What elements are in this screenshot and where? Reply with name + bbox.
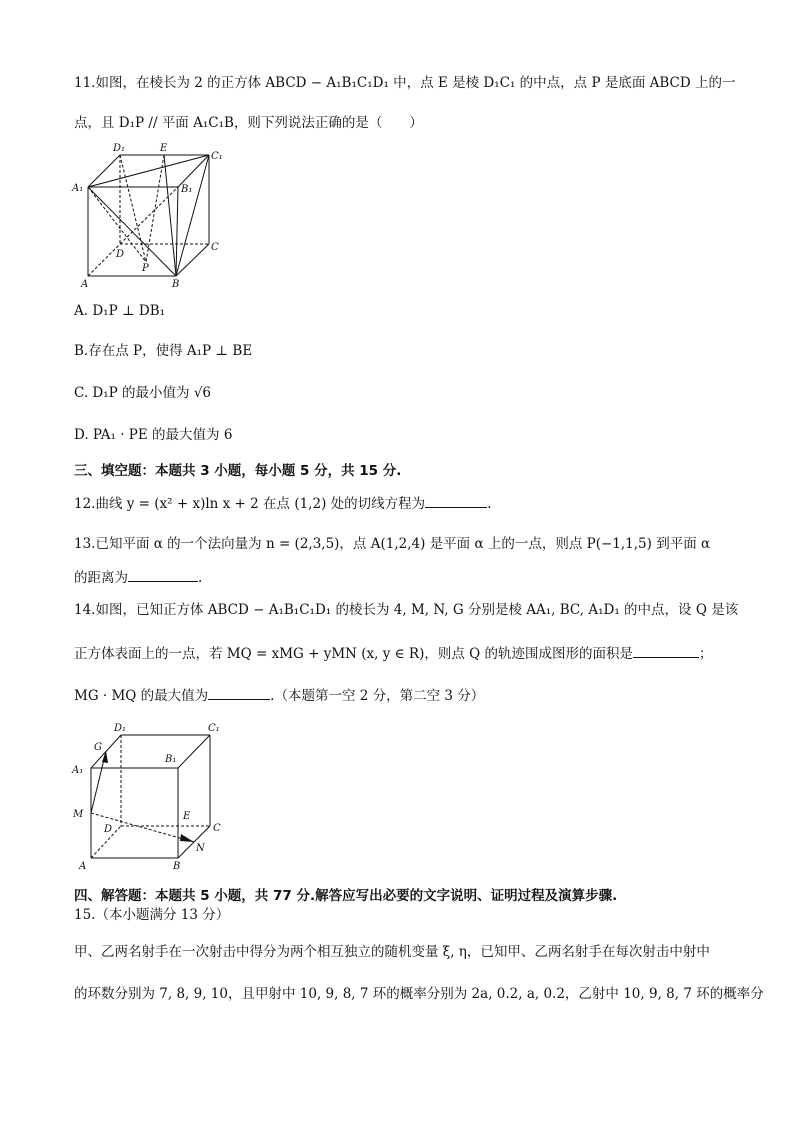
label-g: G (94, 742, 102, 753)
q12-answer-blank (425, 493, 487, 508)
label-d: D (104, 824, 113, 835)
q11-line2: 点，且 D₁P // 平面 A₁C₁B，则下列说法正确的是（ ） (74, 115, 423, 131)
label-b: B (172, 279, 180, 290)
q12-end: . (487, 496, 492, 512)
q11-line1: 11.如图，在棱长为 2 的正方体 ABCD − A₁B₁C₁D₁ 中，点 E 是棱 D₁C₁ 的中点，点 P 是底面 ABCD 上的一 (74, 75, 736, 91)
q12-text (74, 493, 491, 513)
q13-end: . (198, 570, 203, 586)
q11-option-c: C. D₁P 的最小值为 √6 (74, 385, 212, 401)
label-a1: A₁ (72, 183, 84, 194)
section3-heading: 三、填空题：本题共 3 小题，每小题 5 分，共 15 分. (74, 463, 402, 479)
q13-answer-blank (128, 567, 198, 582)
q12-prompt: 12.曲线 y = (x² + x)ln x + 2 在点 (1,2) 处的切线方程为 (74, 496, 426, 512)
q14-line2 (74, 643, 713, 663)
label-m: M (73, 809, 84, 820)
q13-line1: 13.已知平面 α 的一个法向量为 n = (2,3,5)，点 A(1,2,4) 是平面 α 上的一点，则点 P(−1,1,5) 到平面 α (74, 536, 711, 552)
q11-option-d: D. PA₁ · PE 的最大值为 6 (74, 427, 233, 443)
section4-heading: 四、解答题：本题共 5 小题，共 77 分.解答应写出必要的文字说明、证明过程及演算步骤. (74, 888, 618, 904)
q11-option-b: B.存在点 P，使得 A₁P ⊥ BE (74, 343, 253, 359)
q11-cube-figure (68, 140, 238, 290)
q14-line3 (74, 685, 484, 705)
label-e: E (160, 143, 168, 154)
label-a1: A₁ (72, 765, 84, 776)
q15-heading: 15.（本小题满分 13 分） (74, 907, 230, 923)
label-b: B (173, 861, 181, 872)
q14-end: .（本题第一空 2 分，第二空 3 分） (270, 688, 485, 704)
label-c1: C₁ (211, 151, 223, 162)
q15-line1: 甲、乙两名射手在一次射击中得分为两个相互独立的随机变量 ξ, η，已知甲、乙两名射手在每次射击中射中 (74, 944, 710, 960)
label-p: P (142, 263, 149, 274)
q15-line2: 的环数分别为 7, 8, 9, 10，且甲射中 10, 9, 8, 7 环的概率分别为 2a, 0.2, a, 0.2，乙射中 10, 9, 8, 7 环的概率分 (74, 986, 764, 1002)
label-c1: C₁ (208, 723, 220, 734)
q14-answer-blank-2 (208, 685, 270, 700)
label-d: D (116, 249, 125, 260)
label-a: A (79, 861, 87, 872)
label-d1: D₁ (114, 723, 127, 734)
q14-sep: ； (699, 646, 713, 662)
label-d1: D₁ (113, 143, 126, 154)
label-a: A (81, 279, 89, 290)
q11-option-a: A. D₁P ⊥ DB₁ (74, 303, 166, 319)
label-c: C (211, 242, 219, 253)
q14-cube-figure (68, 718, 238, 873)
label-c: C (213, 823, 221, 834)
q13-prompt: 的距离为 (74, 570, 128, 586)
label-b1: B₁ (165, 754, 177, 765)
q13-line2 (74, 567, 202, 587)
label-e: E (183, 811, 191, 822)
label-b1: B₁ (181, 184, 193, 195)
q14-prompt-1: 正方体表面上的一点，若 MQ = xMG + yMN (x, y ∈ R)，则点 Q 的轨迹围成图形的面积是 (74, 646, 633, 662)
q14-line1: 14.如图，已知正方体 ABCD − A₁B₁C₁D₁ 的棱长为 4, M, N, G 分别是棱 AA₁, BC, A₁D₁ 的中点，设 Q 是该 (74, 602, 739, 618)
q14-prompt-2: MG · MQ 的最大值为 (74, 688, 209, 704)
q14-answer-blank-1 (633, 643, 699, 658)
label-n: N (196, 843, 205, 854)
